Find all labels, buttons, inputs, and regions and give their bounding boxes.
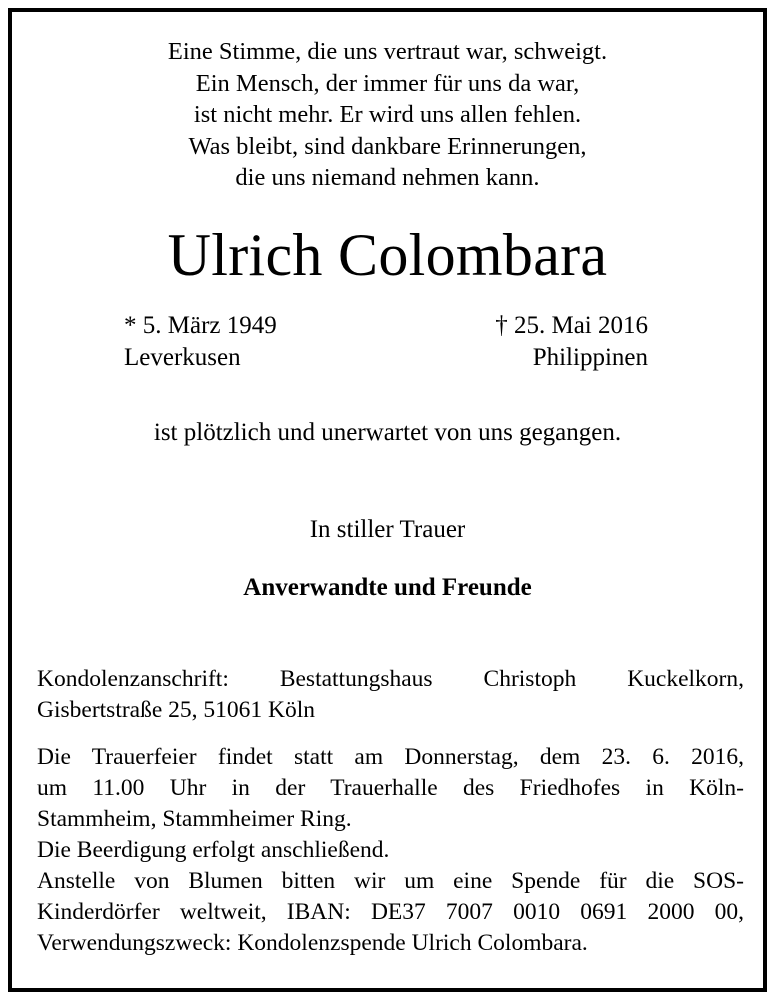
poem-line: Eine Stimme, die uns vertraut war, schweigt.	[167, 38, 608, 65]
funeral-details	[37, 742, 744, 959]
obituary-notice	[8, 8, 767, 992]
details-line: Verwendungszweck: Kondolenzspende Ulrich Colombara.	[37, 930, 588, 956]
birth-info	[124, 310, 277, 374]
condolence-line: Kondolenzanschrift: Bestattungshaus Christoph Kuckelkorn,	[37, 666, 744, 692]
poem-line: die uns niemand nehmen kann.	[235, 164, 540, 191]
passed-away-text: ist plötzlich und unerwartet von uns gegangen.	[153, 419, 622, 446]
birth-place: Leverkusen	[124, 344, 241, 371]
details-line: Die Trauerfeier findet statt am Donnerstag, dem 23. 6. 2016,	[37, 744, 744, 770]
details-line: um 11.00 Uhr in der Trauerhalle des Friedhofes in Köln-	[37, 775, 744, 801]
details-line: Stammheim, Stammheimer Ring.	[37, 806, 352, 832]
deceased-name: Ulrich Colombara	[167, 222, 608, 288]
poem-line: Ein Mensch, der immer für uns da war,	[195, 69, 580, 97]
signers: Anverwandte und Freunde	[243, 574, 532, 601]
condolence-address	[37, 664, 744, 726]
poem-line: Was bleibt, sind dankbare Erinnerungen,	[188, 132, 587, 160]
details-line: Anstelle von Blumen bitten wir um eine Spende für die SOS-	[37, 868, 744, 894]
details-line: Kinderdörfer weltweit, IBAN: DE37 7007 0010 0691 2000 00,	[37, 899, 744, 925]
death-place: Philippinen	[532, 344, 648, 371]
poem-line: ist nicht mehr. Er wird uns allen fehlen.	[193, 101, 582, 128]
birth-date: * 5. März 1949	[124, 312, 277, 339]
death-info	[495, 310, 648, 374]
condolence-line: Gisbertstraße 25, 51061 Köln	[37, 697, 316, 723]
death-date: † 25. Mai 2016	[495, 312, 648, 339]
mourning-text: In stiller Trauer	[309, 516, 466, 543]
memorial-poem	[12, 36, 763, 194]
details-line: Die Beerdigung erfolgt anschließend.	[37, 837, 390, 863]
